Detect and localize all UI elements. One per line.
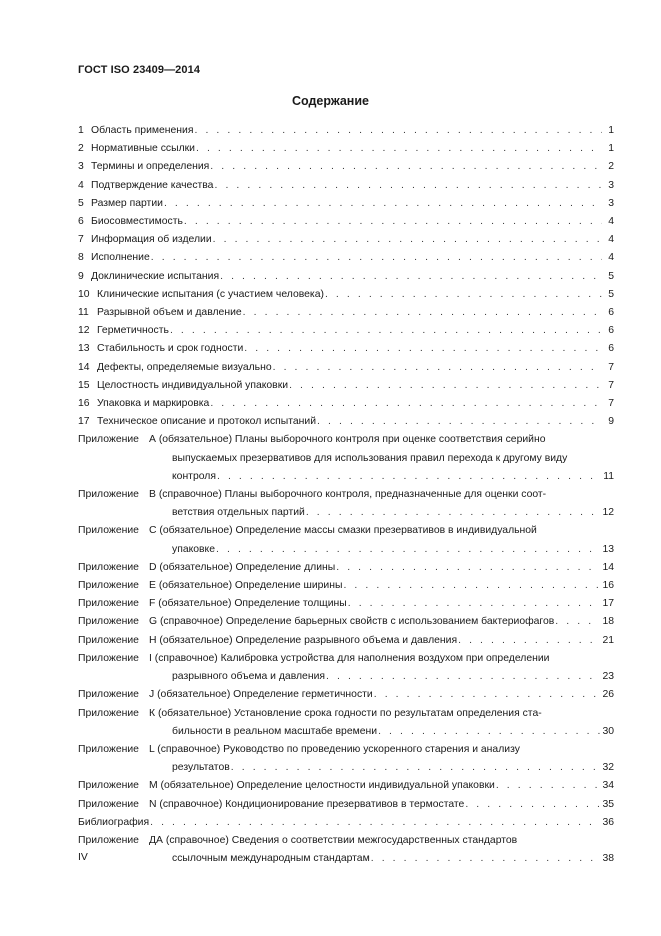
toc-entry-title: Дефекты, определяемые визуально bbox=[97, 361, 272, 373]
toc-entry-title: N (справочное) Кондиционирование презервативов в термостате bbox=[149, 798, 465, 810]
toc-entry-number: Приложение bbox=[78, 489, 139, 501]
dot-leader bbox=[555, 613, 600, 631]
toc-entry[interactable] bbox=[78, 686, 614, 704]
toc-entry-number: 3 bbox=[78, 161, 84, 173]
toc-entry-title: D (обязательное) Определение длины bbox=[149, 561, 336, 573]
toc-entry[interactable] bbox=[78, 522, 614, 558]
dot-leader bbox=[220, 268, 602, 286]
toc-page-number: 9 bbox=[608, 416, 614, 428]
toc-entry-title: упаковке bbox=[172, 543, 216, 555]
toc-entry[interactable] bbox=[78, 595, 614, 613]
toc-entry[interactable] bbox=[78, 122, 614, 140]
toc-entry-number: 1 bbox=[78, 125, 84, 136]
toc-page-number: 3 bbox=[608, 179, 614, 191]
toc-entry-title: Техническое описание и протокол испытаний bbox=[97, 416, 317, 428]
page-number: IV bbox=[78, 852, 88, 863]
toc-entry-number: Приложение bbox=[78, 434, 139, 446]
dot-leader bbox=[213, 231, 602, 249]
dot-leader bbox=[371, 850, 601, 868]
toc-entry-number: 4 bbox=[78, 179, 84, 191]
document-header: ГОСТ ISO 23409—2014 bbox=[78, 64, 201, 76]
toc-entry-title: Е (обязательное) Определение ширины bbox=[149, 580, 343, 592]
toc-entry-number: Приложение bbox=[78, 525, 139, 537]
toc-entry-number: Приложение bbox=[78, 689, 139, 701]
toc-page-number: 6 bbox=[608, 325, 614, 337]
toc-entry-title: Исполнение bbox=[91, 252, 150, 264]
toc-entry[interactable] bbox=[78, 340, 614, 358]
toc-page-number: 1 bbox=[608, 143, 614, 155]
toc-page-number: 30 bbox=[602, 725, 614, 737]
toc-entry[interactable] bbox=[78, 796, 614, 814]
toc-entry-title: Библиография bbox=[78, 816, 150, 828]
toc-entry-title: Подтверждение качества bbox=[91, 179, 214, 191]
dot-leader bbox=[216, 541, 600, 559]
toc-entry-number: 16 bbox=[78, 398, 90, 410]
toc-entry[interactable] bbox=[78, 632, 614, 650]
toc-entry-title: С (обязательное) Определение массы смазки презервативов в индивидуальной bbox=[149, 525, 537, 537]
toc-entry-title: Нормативные ссылки bbox=[91, 143, 195, 155]
toc-page-number: 2 bbox=[608, 161, 614, 173]
dot-leader bbox=[317, 413, 602, 431]
toc-entry-number: 5 bbox=[78, 197, 84, 209]
dot-leader bbox=[289, 377, 602, 395]
toc-entry-title: Доклинические испытания bbox=[91, 270, 220, 282]
toc-entry-number: Приложение bbox=[78, 743, 139, 755]
toc-entry-title: бильности в реальном масштабе времени bbox=[172, 725, 378, 737]
toc-entry-number: 10 bbox=[78, 288, 90, 300]
toc-entry-number: Приложение bbox=[78, 561, 139, 573]
dot-leader bbox=[243, 304, 602, 322]
toc-entry[interactable] bbox=[78, 304, 614, 322]
dot-leader bbox=[214, 177, 602, 195]
toc-entry-number: Приложение bbox=[78, 834, 139, 846]
dot-leader bbox=[194, 122, 602, 140]
toc-entry-number: 12 bbox=[78, 325, 90, 337]
toc-entry-title: А (обязательное) Планы выборочного контроля при оценке соответствия серийно bbox=[149, 434, 546, 446]
toc-entry-number: Приложение bbox=[78, 580, 139, 592]
dot-leader bbox=[170, 322, 602, 340]
toc-page-number: 13 bbox=[602, 543, 614, 555]
dot-leader bbox=[374, 686, 601, 704]
toc-page-number: 4 bbox=[608, 234, 614, 246]
toc-page-number: 1 bbox=[608, 125, 614, 136]
dot-leader bbox=[231, 759, 601, 777]
toc-entry-title: выпускаемых презервативов для использования правил перехода к другому виду bbox=[172, 452, 568, 464]
toc-entry-title: результатов bbox=[172, 762, 230, 774]
toc-entry[interactable] bbox=[78, 613, 614, 631]
dot-leader bbox=[378, 723, 600, 741]
toc-entry-number: 7 bbox=[78, 234, 84, 246]
toc-entry-title: F (обязательное) Определение толщины bbox=[149, 598, 347, 610]
toc-entry-title: контроля bbox=[172, 470, 216, 482]
toc-entry[interactable] bbox=[78, 777, 614, 795]
toc-entry-title: ветствия отдельных партий bbox=[172, 507, 305, 519]
dot-leader bbox=[496, 777, 601, 795]
toc-entry[interactable] bbox=[78, 486, 614, 522]
toc-entry-number: Приложение bbox=[78, 652, 139, 664]
dot-leader bbox=[150, 814, 600, 832]
dot-leader bbox=[326, 668, 600, 686]
toc-entry-number: 13 bbox=[78, 343, 90, 355]
toc-entry-title: Размер партии bbox=[91, 197, 163, 209]
dot-leader bbox=[184, 213, 602, 231]
dot-leader bbox=[196, 140, 602, 158]
dot-leader bbox=[458, 632, 600, 650]
toc-page-number: 26 bbox=[602, 689, 614, 701]
toc-entry[interactable] bbox=[78, 213, 614, 231]
toc-entry-number: 11 bbox=[78, 307, 89, 319]
toc-page-number: 5 bbox=[608, 270, 614, 282]
toc-entry-title: Клинические испытания (с участием человека) bbox=[97, 288, 324, 300]
toc-entry-number: 17 bbox=[78, 416, 90, 428]
toc-page-number: 4 bbox=[608, 252, 614, 264]
toc-page-number: 17 bbox=[602, 598, 614, 610]
toc-entry-title: Н (обязательное) Определение разрывного объема и давления bbox=[149, 634, 458, 646]
toc-entry-number: Приложение bbox=[78, 780, 139, 792]
toc-entry-number: 2 bbox=[78, 143, 84, 155]
toc-entry[interactable] bbox=[78, 322, 614, 340]
toc-entry[interactable] bbox=[78, 705, 614, 741]
toc-page-number: 5 bbox=[608, 288, 614, 300]
toc-page-number: 16 bbox=[602, 580, 614, 592]
toc-page-number: 6 bbox=[608, 307, 614, 319]
dot-leader bbox=[273, 359, 602, 377]
toc-entry-title: Упаковка и маркировка bbox=[97, 398, 210, 410]
toc-entry-title: Стабильность и срок годности bbox=[97, 343, 244, 355]
toc-entry-title: I (справочное) Калибровка устройства для наполнения воздухом при определении bbox=[149, 652, 550, 664]
dot-leader bbox=[151, 249, 602, 267]
toc-entry-number: 15 bbox=[78, 379, 90, 391]
toc-entry[interactable] bbox=[78, 413, 614, 431]
toc-entry[interactable] bbox=[78, 177, 614, 195]
dot-leader bbox=[217, 468, 601, 486]
toc-entry[interactable] bbox=[78, 395, 614, 413]
toc-page-number: 14 bbox=[602, 561, 614, 573]
dot-leader bbox=[210, 395, 602, 413]
toc-entry[interactable] bbox=[78, 140, 614, 158]
toc-page-number: 4 bbox=[608, 216, 614, 228]
dot-leader bbox=[465, 796, 600, 814]
toc-page-number: 32 bbox=[602, 762, 614, 774]
toc-entry-title: Разрывной объем и давление bbox=[97, 307, 242, 319]
toc-entry[interactable] bbox=[78, 268, 614, 286]
toc-page-number: 7 bbox=[608, 398, 614, 410]
toc-entry-title: Термины и определения bbox=[91, 161, 210, 173]
toc-page-number: 23 bbox=[602, 671, 614, 683]
toc-entry[interactable] bbox=[78, 195, 614, 213]
dot-leader bbox=[164, 195, 602, 213]
dot-leader bbox=[244, 340, 602, 358]
toc-entry[interactable] bbox=[78, 249, 614, 267]
dot-leader bbox=[306, 504, 601, 522]
toc-entry-title: G (справочное) Определение барьерных свойств с использованием бактериофагов bbox=[149, 616, 555, 628]
toc-entry-number: Приложение bbox=[78, 634, 139, 646]
toc-page-number: 7 bbox=[608, 361, 614, 373]
toc-entry-title: Биосовместимость bbox=[91, 216, 183, 228]
toc-entry-title: Герметичность bbox=[97, 325, 169, 337]
toc-entry-number: 14 bbox=[78, 361, 90, 373]
toc-entry-title: Целостность индивидуальной упаковки bbox=[97, 379, 289, 391]
page-title: Содержание bbox=[291, 94, 369, 108]
toc-entry[interactable] bbox=[78, 577, 614, 595]
toc-page-number: 35 bbox=[602, 798, 614, 810]
toc-entry-number: Приложение bbox=[78, 598, 139, 610]
toc-page-number: 36 bbox=[602, 816, 614, 828]
dot-leader bbox=[210, 158, 602, 176]
toc-entry-title: разрывного объема и давления bbox=[172, 671, 326, 683]
toc-page-number: 21 bbox=[602, 634, 614, 646]
toc-entry[interactable] bbox=[78, 231, 614, 249]
toc-entry-title: В (справочное) Планы выборочного контроля, предназначенные для оценки соот- bbox=[149, 489, 547, 501]
toc-entry-title: ДА (справочное) Сведения о соответствии межгосударственных стандартов bbox=[149, 834, 518, 846]
toc-page-number: 18 bbox=[602, 616, 614, 628]
toc-entry[interactable] bbox=[78, 741, 614, 777]
toc-page-number: 12 bbox=[602, 507, 614, 519]
toc-entry-title: Область применения bbox=[91, 125, 194, 136]
toc-entry-number: 6 bbox=[78, 216, 84, 228]
table-of-contents bbox=[78, 122, 614, 868]
toc-entry[interactable] bbox=[78, 559, 614, 577]
toc-entry[interactable] bbox=[78, 814, 614, 832]
toc-entry-title: Информация об изделии bbox=[91, 234, 212, 246]
toc-entry-title: J (обязательное) Определение герметичности bbox=[149, 689, 373, 701]
toc-entry-title: К (обязательное) Установление срока годности по результатам определения ста- bbox=[149, 707, 542, 719]
toc-page-number: 11 bbox=[603, 470, 614, 482]
toc-entry-number: 9 bbox=[78, 270, 84, 282]
toc-page-number: 34 bbox=[602, 780, 614, 792]
toc-entry[interactable] bbox=[78, 286, 614, 304]
toc-entry-title: L (справочное) Руководство по проведению ускоренного старения и анализу bbox=[149, 743, 520, 755]
toc-entry[interactable] bbox=[78, 377, 614, 395]
toc-page-number: 3 bbox=[608, 197, 614, 209]
dot-leader bbox=[325, 286, 602, 304]
toc-entry-title: ссылочным международным стандартам bbox=[172, 853, 370, 865]
toc-entry-title: М (обязательное) Определение целостности индивидуальной упаковки bbox=[149, 780, 495, 792]
toc-page-number: 6 bbox=[608, 343, 614, 355]
dot-leader bbox=[343, 577, 600, 595]
toc-page-number: 38 bbox=[602, 853, 614, 865]
toc-entry[interactable] bbox=[78, 359, 614, 377]
dot-leader bbox=[336, 559, 600, 577]
toc-entry-number: Приложение bbox=[78, 707, 139, 719]
toc-page-number: 7 bbox=[608, 379, 614, 391]
toc-entry-number: Приложение bbox=[78, 616, 139, 628]
toc-entry-number: 8 bbox=[78, 252, 84, 264]
toc-entry-number: Приложение bbox=[78, 798, 139, 810]
dot-leader bbox=[348, 595, 601, 613]
toc-entry[interactable] bbox=[78, 832, 614, 868]
toc-entry[interactable] bbox=[78, 158, 614, 176]
toc-entry[interactable] bbox=[78, 431, 614, 486]
toc-entry[interactable] bbox=[78, 650, 614, 686]
